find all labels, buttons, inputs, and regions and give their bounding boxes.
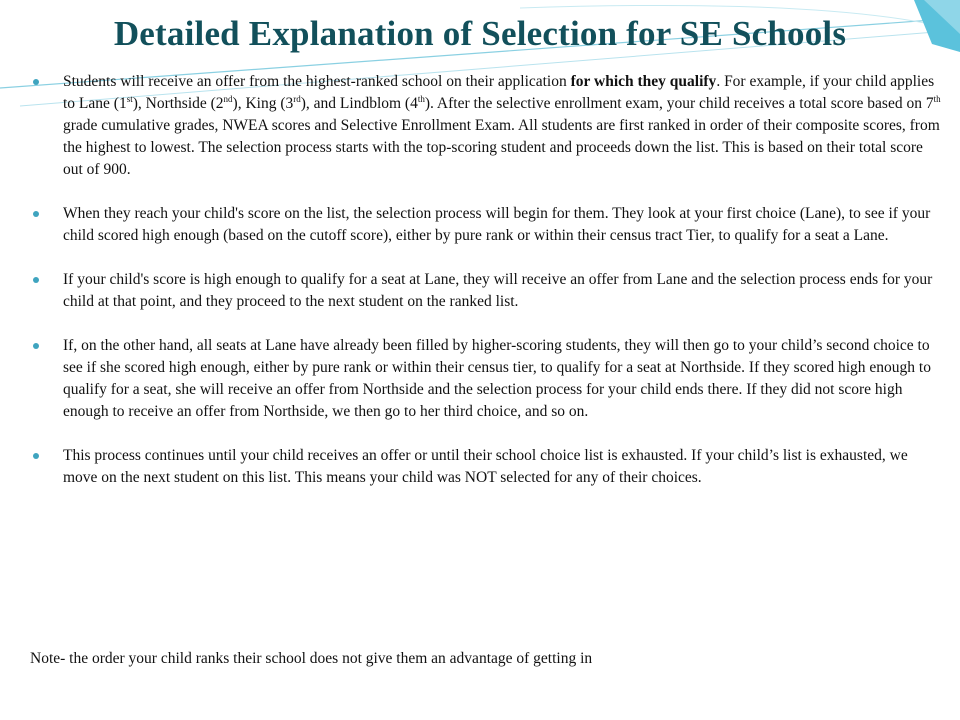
bullet-text: ), Northside (2 <box>132 95 224 112</box>
ordinal-suffix: th <box>933 93 941 104</box>
bullet-dot-icon <box>33 277 39 283</box>
footnote: Note- the order your child ranks their school does not give them an advantage of getting in <box>30 650 593 667</box>
bullet-text: ), King (3 <box>232 95 294 112</box>
bullet-text: . For example, if your child applies to Lane (1 <box>63 73 935 112</box>
bullet-item-4 <box>30 335 942 423</box>
bullet-text: grade cumulative grades, NWEA scores and Selective Enrollment Exam. All students are first ranked in order of their composite scores, from the highest to lowest. The selection process starts with the top-scoring student and proceeds down the list. This is based on their total score out of 900. <box>63 117 940 178</box>
bullet-text: This process continues until your child receives an offer or until their school choice list is exhausted. If your child’s list is exhausted, we move on the next student on this list. This means your child was NOT selected for any of their choices. <box>63 447 908 486</box>
bullet-text: ). After the selective enrollment exam, your child receives a total score based on 7 <box>424 95 934 112</box>
ordinal-suffix: rd <box>293 93 301 104</box>
bullet-text: If your child's score is high enough to qualify for a seat at Lane, they will receive an offer from Lane and the selection process ends for your child at that point, and they proceed to the next student on the ranked list. <box>63 271 933 310</box>
bullet-item-5 <box>30 445 942 489</box>
ordinal-suffix: nd <box>223 93 233 104</box>
bullet-text: ), and Lindblom (4 <box>300 95 418 112</box>
bullet-text: When they reach your child's score on the list, the selection process will begin for them. They look at your first choice (Lane), to see if your child scored high enough (based on the cutoff score), either by pure rank or within their census tract Tier, to qualify for a seat a Lane. <box>63 205 931 244</box>
bullet-dot-icon <box>33 343 39 349</box>
bold-emphasis: for which they qualify <box>570 73 717 90</box>
bullet-dot-icon <box>33 453 39 459</box>
bullet-item-3 <box>30 269 942 313</box>
ordinal-suffix: th <box>417 93 425 104</box>
bullet-item-1 <box>30 71 942 181</box>
bullet-dot-icon <box>33 79 39 85</box>
bullet-text: If, on the other hand, all seats at Lane have already been filled by higher-scoring students, they will then go to your child’s second choice to see if she scored high enough, either by pure rank or within their census tier, to qualify for a seat at Northside. If they scored high enough to qualify for a seat, she will receive an offer from Northside and the selection process for your child ends there. If they did not score high enough to receive an offer from Northside, we then go to her third choice, and so on. <box>63 337 931 420</box>
slide-title: Detailed Explanation of Selection for SE Schools <box>113 14 847 53</box>
bullet-item-2 <box>30 203 942 247</box>
ordinal-suffix: st <box>126 93 133 104</box>
bullet-text: Students will receive an offer from the highest-ranked school on their application <box>63 73 571 90</box>
bullet-list <box>30 71 942 511</box>
bullet-dot-icon <box>33 211 39 217</box>
